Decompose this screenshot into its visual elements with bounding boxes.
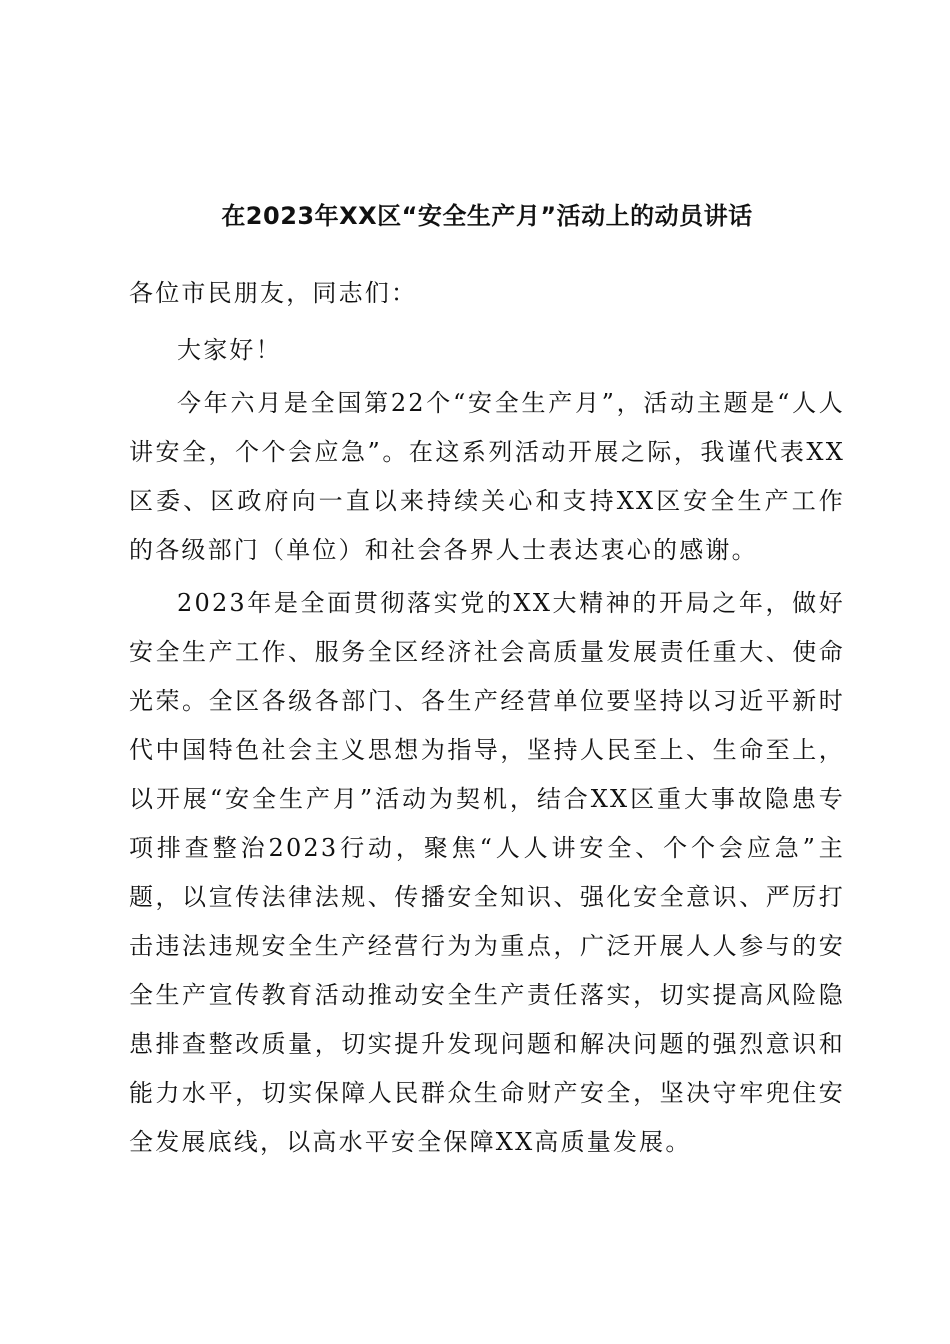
salutation: 各位市民朋友，同志们： — [129, 279, 418, 307]
document-title: 在2023年XX区“安全生产月”活动上的动员讲话 — [221, 202, 753, 230]
paragraph-mobilization: 2023年是全面贯彻落实党的XX大精神的开局之年，做好安全生产工作、服务全区经济社会高质量发展责任重大、使命光荣。全区各级各部门、各生产经营单位要坚持以习近平新时代中国特色社会主义思想为指导，坚持人民至上、生命至上，以开展“安全生产月”活动为契机，结合XX区重大事故隐患专项排查整治2023行动，聚焦“人人讲安全、个个会应急”主题，以宣传法律法规、传播安全知识、强化安全意识、严厉打击违法违规安全生产经营行为为重点，广泛开展人人参与的安全生产宣传教育活动推动安全生产责任落实，切实提高风险隐患排查整改质量，切实提升发现问题和解决问题的强烈意识和能力水平，切实保障人民群众生命财产安全，坚决守牢兜住安全发展底线，以高水平安全保障XX高质量发展。 — [129, 589, 845, 1156]
paragraph-greeting: 大家好！ — [177, 336, 282, 364]
document-body — [129, 196, 845, 1171]
paragraph-theme: 今年六月是全国第22个“安全生产月”，活动主题是“人人讲安全，个个会应急”。在这系列活动开展之际，我谨代表XX区委、区政府向一直以来持续关心和支持XX区安全生产工作的各级部门（单位）和社会各界人士表达衷心的感谢。 — [129, 389, 845, 564]
